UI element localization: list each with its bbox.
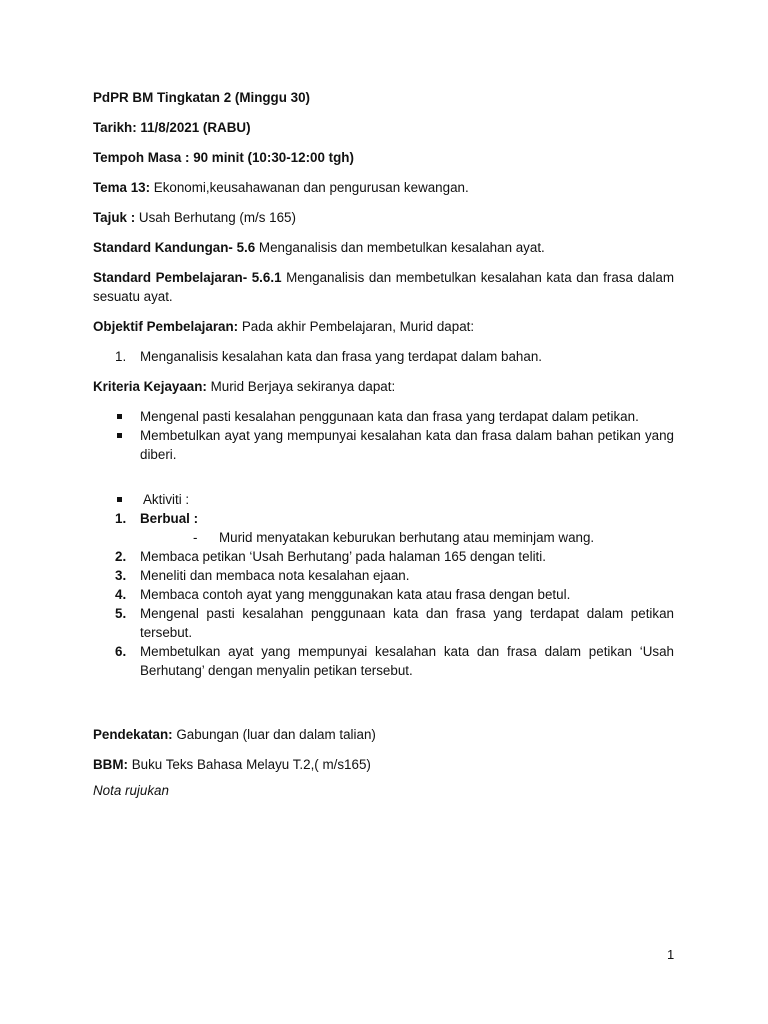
bbm-label: BBM: xyxy=(93,757,128,772)
objektif-line xyxy=(93,317,674,336)
nota-rujukan: Nota rujukan xyxy=(93,783,169,798)
sub-list-item xyxy=(93,528,674,547)
list-item-text: Meneliti dan membaca nota kesalahan ejaan. xyxy=(140,568,410,583)
list-item xyxy=(93,426,674,464)
list-item xyxy=(93,585,674,604)
tajuk-label: Tajuk : xyxy=(93,210,136,225)
aktiviti-heading xyxy=(93,490,674,509)
duration-line: Tempoh Masa : 90 minit (10:30-12:00 tgh) xyxy=(93,150,354,165)
list-number: 2. xyxy=(115,549,127,564)
list-item xyxy=(93,509,674,528)
standard-pembelajaran-text: Menganalisis dan membetulkan kesalahan kata dan frasa dalam sesuatu ayat. xyxy=(93,270,674,304)
list-number: 3. xyxy=(115,568,127,583)
standard-kandungan-label: Standard Kandungan- 5.6 xyxy=(93,240,256,255)
list-item xyxy=(93,642,674,680)
kriteria-line xyxy=(93,377,674,396)
list-number: 4. xyxy=(115,587,127,602)
tajuk-text: Usah Berhutang (m/s 165) xyxy=(135,210,296,225)
square-bullet-icon xyxy=(117,497,122,502)
standard-kandungan-text: Menganalisis dan membetulkan kesalahan ayat. xyxy=(255,240,545,255)
list-item xyxy=(93,604,674,642)
document-body xyxy=(93,88,674,811)
list-number: 6. xyxy=(115,644,127,659)
kriteria-label: Kriteria Kejayaan: xyxy=(93,379,207,394)
list-item-text: Mengenal pasti kesalahan penggunaan kata dan frasa yang terdapat dalam petikan. xyxy=(140,409,639,424)
page-number: 1 xyxy=(667,947,675,962)
tema-line xyxy=(93,178,674,197)
kriteria-text: Murid Berjaya sekiranya dapat: xyxy=(206,379,396,394)
list-item xyxy=(93,547,674,566)
aktiviti-label: Aktiviti : xyxy=(143,492,190,507)
document-title: PdPR BM Tingkatan 2 (Minggu 30) xyxy=(93,90,310,105)
pendekatan-line xyxy=(93,725,674,744)
objektif-list xyxy=(93,347,674,366)
list-number: 1. xyxy=(115,349,127,364)
objektif-label: Objektif Pembelajaran: xyxy=(93,319,239,334)
berbual-label: Berbual : xyxy=(140,511,199,526)
standard-kandungan-line xyxy=(93,238,674,257)
bbm-line xyxy=(93,755,674,774)
square-bullet-icon xyxy=(117,433,122,438)
list-number: 1. xyxy=(115,511,127,526)
standard-pembelajaran-line xyxy=(93,268,674,306)
objektif-text: Pada akhir Pembelajaran, Murid dapat: xyxy=(238,319,475,334)
list-number: 5. xyxy=(115,606,127,621)
tema-label: Tema 13: xyxy=(93,180,151,195)
tajuk-line xyxy=(93,208,674,227)
list-item-text: Menganalisis kesalahan kata dan frasa yang terdapat dalam bahan. xyxy=(140,349,542,364)
sub-list-item-text: Murid menyatakan keburukan berhutang atau meminjam wang. xyxy=(219,530,595,545)
list-item xyxy=(93,566,674,585)
dash-bullet: - xyxy=(193,530,198,545)
square-bullet-icon xyxy=(117,414,122,419)
list-item-text: Membetulkan ayat yang mempunyai kesalahan kata dan frasa dalam bahan petikan yang diberi. xyxy=(140,428,674,462)
list-item xyxy=(93,347,674,366)
list-item-text: Membaca petikan ‘Usah Berhutang’ pada halaman 165 dengan teliti. xyxy=(140,549,546,564)
kriteria-list xyxy=(93,407,674,464)
standard-pembelajaran-label: Standard Pembelajaran- 5.6.1 xyxy=(93,270,282,285)
list-item xyxy=(93,407,674,426)
date-line: Tarikh: 11/8/2021 (RABU) xyxy=(93,120,251,135)
bbm-text: Buku Teks Bahasa Melayu T.2,( m/s165) xyxy=(127,757,371,772)
pendekatan-label: Pendekatan: xyxy=(93,727,173,742)
tema-text: Ekonomi,keusahawanan dan pengurusan kewangan. xyxy=(150,180,469,195)
list-item-text: Membaca contoh ayat yang menggunakan kata atau frasa dengan betul. xyxy=(140,587,571,602)
pendekatan-text: Gabungan (luar dan dalam talian) xyxy=(172,727,376,742)
list-item-text: Membetulkan ayat yang mempunyai kesalahan kata dan frasa dalam petikan ‘Usah Berhutang’ dengan menyalin petikan tersebut. xyxy=(140,644,674,678)
list-item-text: Mengenal pasti kesalahan penggunaan kata dan frasa yang terdapat dalam petikan tersebut. xyxy=(140,606,674,640)
aktiviti-list xyxy=(93,509,674,680)
